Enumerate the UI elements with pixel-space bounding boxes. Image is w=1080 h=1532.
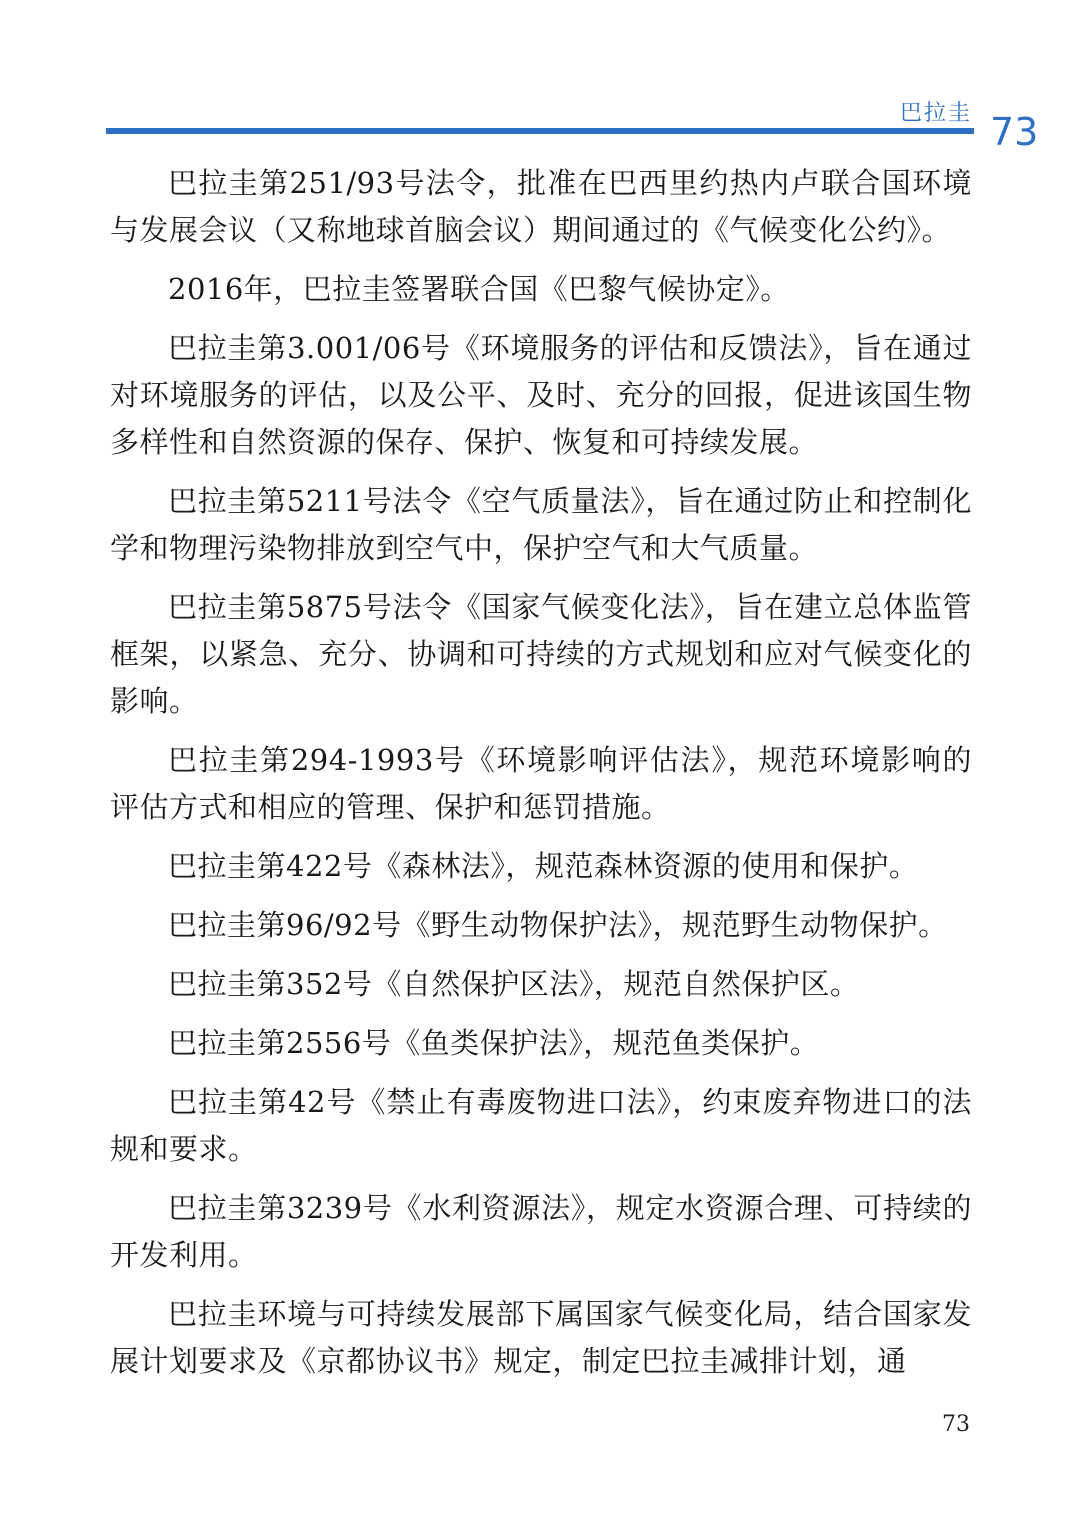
- header-rule: [106, 128, 974, 134]
- paragraph: 2016年，巴拉圭签署联合国《巴黎气候协定》。: [168, 272, 790, 306]
- paragraph: 巴拉圭第2556号《鱼类保护法》，规范鱼类保护。: [168, 1026, 820, 1060]
- running-header: [0, 0, 1080, 160]
- paragraph: 巴拉圭第352号《自然保护区法》，规范自然保护区。: [168, 967, 860, 1001]
- header-page-number: 73: [990, 110, 1039, 154]
- paragraph: 巴拉圭第42号《禁止有毒废物进口法》，约束废弃物进口的法规和要求。: [110, 1085, 972, 1166]
- footer-page-number: 73: [942, 1412, 970, 1437]
- paragraph: 巴拉圭第251/93号法令，批准在巴西里约热内卢联合国环境与发展会议（又称地球首脑会议）期间通过的《气候变化公约》。: [110, 166, 972, 247]
- paragraph: 巴拉圭第5211号法令《空气质量法》，旨在通过防止和控制化学和物理污染物排放到空气中，保护空气和大气质量。: [110, 484, 972, 565]
- paragraph: 巴拉圭第422号《森林法》，规范森林资源的使用和保护。: [168, 849, 919, 883]
- section-title: 巴拉圭: [899, 101, 972, 126]
- paragraph: 巴拉圭第3239号《水利资源法》，规定水资源合理、可持续的开发利用。: [110, 1191, 972, 1272]
- body-text: [110, 160, 972, 1397]
- paragraph: 巴拉圭环境与可持续发展部下属国家气候变化局，结合国家发展计划要求及《京都协议书》规定，制定巴拉圭减排计划，通: [110, 1297, 972, 1378]
- paragraph: 巴拉圭第96/92号《野生动物保护法》，规范野生动物保护。: [168, 908, 948, 942]
- paragraph: 巴拉圭第294-1993号《环境影响评估法》，规范环境影响的评估方式和相应的管理、保护和惩罚措施。: [110, 743, 972, 824]
- paragraph: 巴拉圭第3.001/06号《环境服务的评估和反馈法》，旨在通过对环境服务的评估，以及公平、及时、充分的回报，促进该国生物多样性和自然资源的保存、保护、恢复和可持续发展。: [110, 331, 972, 459]
- paragraph: 巴拉圭第5875号法令《国家气候变化法》，旨在建立总体监管框架，以紧急、充分、协调和可持续的方式规划和应对气候变化的影响。: [110, 590, 972, 718]
